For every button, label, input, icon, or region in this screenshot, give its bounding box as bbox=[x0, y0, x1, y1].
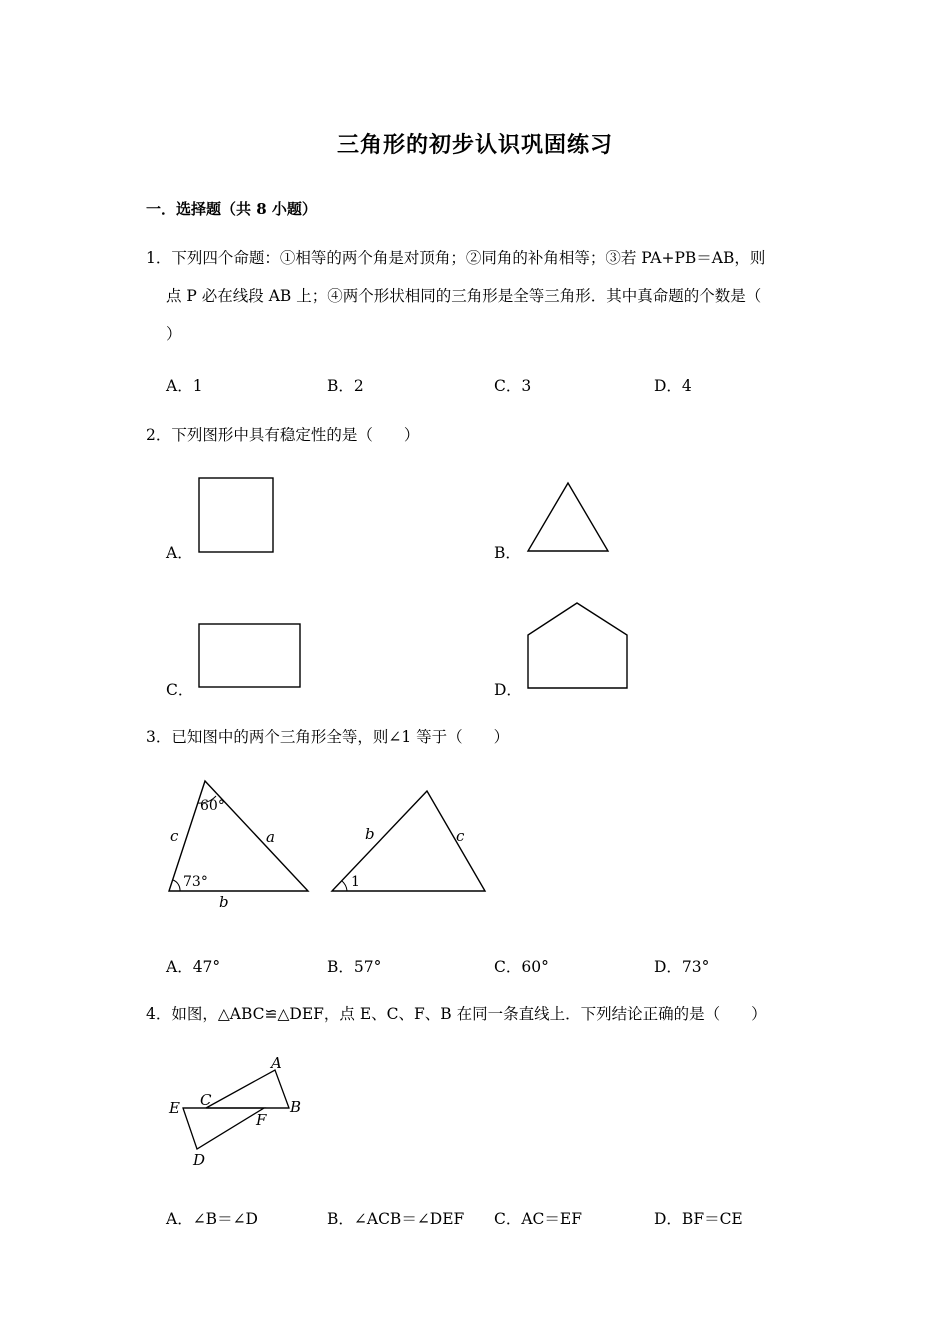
angle-60-label: 60° bbox=[200, 798, 225, 814]
point-e-label: E bbox=[169, 1099, 180, 1117]
side-a-label-left: a bbox=[266, 828, 275, 846]
congruent-triangles-figure bbox=[160, 775, 500, 915]
angle-73-label: 73° bbox=[183, 874, 208, 890]
q1-option-d[interactable]: D．4 bbox=[654, 377, 692, 395]
q2-option-a[interactable]: A． bbox=[166, 544, 193, 562]
square-figure bbox=[196, 475, 278, 555]
q3-option-b[interactable]: B．57° bbox=[327, 958, 382, 976]
q2-option-c[interactable]: C． bbox=[166, 681, 194, 699]
angle-1-label: 1 bbox=[351, 874, 360, 890]
side-c-label-left: c bbox=[170, 827, 179, 845]
question-4-stem: 4．如图，△ABC≌△DEF，点 E、C、F、B 在同一条直线上．下列结论正确的是（ ） bbox=[146, 1005, 767, 1023]
q2-option-d[interactable]: D． bbox=[494, 681, 522, 699]
question-2-stem: 2．下列图形中具有稳定性的是（ ） bbox=[146, 426, 420, 444]
question-1-line-2: 点 P 必在线段 AB 上；④两个形状相同的三角形是全等三角形．其中真命题的个数是（ bbox=[166, 287, 762, 305]
point-a-label: A bbox=[271, 1054, 282, 1072]
rectangle-figure bbox=[196, 621, 304, 690]
question-3-stem: 3．已知图中的两个三角形全等，则∠1 等于（ ） bbox=[146, 728, 510, 746]
q1-option-c[interactable]: C．3 bbox=[494, 377, 532, 395]
question-1-line-3: ） bbox=[166, 325, 182, 343]
side-b-label-right: b bbox=[365, 825, 375, 843]
q1-option-a[interactable]: A．1 bbox=[166, 377, 203, 395]
q4-option-d[interactable]: D．BF＝CE bbox=[654, 1210, 743, 1228]
side-b-label-left: b bbox=[219, 893, 229, 911]
right-triangle bbox=[332, 791, 485, 891]
point-d-label: D bbox=[193, 1151, 206, 1169]
question-1-line-1: 1．下列四个命题：①相等的两个角是对顶角；②同角的补角相等；③若 PA+PB＝AB，则 bbox=[146, 249, 766, 267]
triangle-figure bbox=[524, 480, 612, 555]
side-c-label-right: c bbox=[456, 827, 465, 845]
section-heading: 一．选择题（共 8 小题） bbox=[146, 200, 317, 218]
q3-option-a[interactable]: A．47° bbox=[166, 958, 221, 976]
q4-option-b[interactable]: B．∠ACB＝∠DEF bbox=[327, 1210, 465, 1228]
q1-option-b[interactable]: B．2 bbox=[327, 377, 364, 395]
q4-option-c[interactable]: C．AC＝EF bbox=[494, 1210, 582, 1228]
pentagon-figure bbox=[525, 600, 631, 692]
point-f-label: F bbox=[256, 1111, 267, 1129]
q3-option-c[interactable]: C．60° bbox=[494, 958, 549, 976]
left-triangle bbox=[169, 781, 308, 911]
point-b-label: B bbox=[290, 1098, 302, 1116]
q3-option-d[interactable]: D．73° bbox=[654, 958, 710, 976]
q2-option-b[interactable]: B． bbox=[494, 544, 521, 562]
triangles-abc-def-figure bbox=[160, 1050, 320, 1175]
page-title: 三角形的初步认识巩固练习 bbox=[336, 132, 613, 158]
q4-option-a[interactable]: A．∠B＝∠D bbox=[166, 1210, 258, 1228]
point-c-label: C bbox=[200, 1091, 212, 1109]
